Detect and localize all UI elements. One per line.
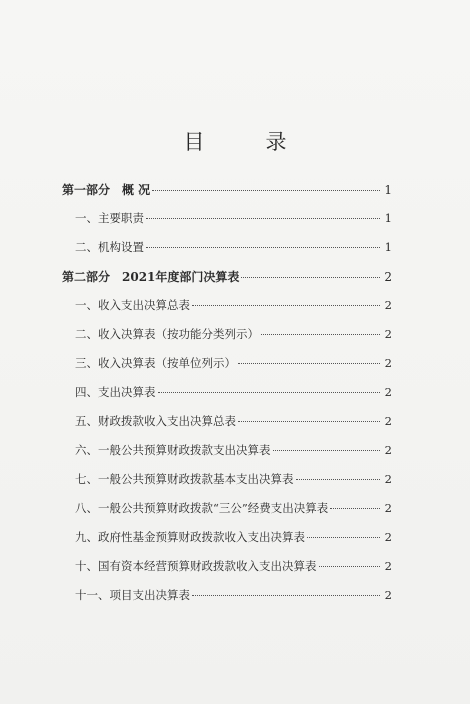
toc-entry-label: 二、收入决算表（按功能分类列示） — [75, 327, 259, 341]
dot-leader — [152, 190, 380, 191]
toc-entry-item — [62, 442, 392, 471]
toc-entry-label: 第一部分 概 况 — [62, 183, 151, 197]
dot-leader — [192, 595, 380, 596]
toc-page-number: 2 — [384, 501, 392, 515]
toc-page-number: 2 — [384, 270, 392, 284]
dot-leader — [319, 566, 381, 567]
toc-entry-label: 一、收入支出决算总表 — [75, 298, 190, 312]
toc-entry-label: 五、财政拨款收入支出决算总表 — [75, 414, 236, 428]
toc-entry-label: 十一、项目支出决算表 — [75, 588, 190, 602]
dot-leader — [261, 334, 380, 335]
toc-page-number: 2 — [384, 472, 392, 486]
toc-page-number: 1 — [384, 211, 392, 225]
toc-entry-item — [62, 471, 392, 500]
toc-entry-label: 七、一般公共预算财政拨款基本支出决算表 — [75, 472, 294, 486]
toc-entry-item — [62, 587, 392, 616]
toc-page-number: 2 — [384, 327, 392, 341]
toc-page-number: 2 — [384, 385, 392, 399]
toc-entry-part-1 — [62, 181, 392, 210]
toc-page-number: 2 — [384, 356, 392, 370]
toc-page-number: 2 — [384, 588, 392, 602]
toc-page-number: 2 — [384, 559, 392, 573]
toc-entry-label: 四、支出决算表 — [75, 385, 156, 399]
dot-leader — [238, 421, 380, 422]
toc-page-number: 2 — [384, 414, 392, 428]
dot-leader — [241, 277, 380, 278]
dot-leader — [158, 392, 381, 393]
toc-page-number: 2 — [384, 298, 392, 312]
dot-leader — [146, 218, 380, 219]
toc-entry-item — [62, 558, 392, 587]
toc-entry-label: 九、政府性基金预算财政拨款收入支出决算表 — [75, 530, 305, 544]
toc-entry-main-duties — [62, 210, 392, 239]
page-title: 目 录 — [183, 130, 307, 154]
toc-entry-label: 八、一般公共预算财政拨款“三公”经费支出决算表 — [75, 501, 329, 515]
dot-leader — [296, 479, 381, 480]
toc-entry-item — [62, 326, 392, 355]
toc-entry-label: 一、主要职责 — [75, 211, 144, 225]
dot-leader — [307, 537, 380, 538]
toc-entry-label: 三、收入决算表（按单位列示） — [75, 356, 236, 370]
toc-entry-item — [62, 529, 392, 558]
toc-entry-label: 二、机构设置 — [75, 240, 144, 254]
table-of-contents — [62, 181, 392, 616]
toc-page-number: 2 — [384, 530, 392, 544]
toc-entry-item — [62, 500, 392, 529]
dot-leader — [273, 450, 381, 451]
toc-page-number: 1 — [384, 183, 392, 197]
toc-page-number: 1 — [384, 240, 392, 254]
toc-entry-part-2 — [62, 268, 392, 297]
toc-entry-label: 第二部分 2021年度部门决算表 — [62, 270, 240, 284]
toc-entry-item — [62, 384, 392, 413]
toc-entry-label: 六、一般公共预算财政拨款支出决算表 — [75, 443, 271, 457]
toc-page-number: 2 — [384, 443, 392, 457]
toc-entry-org-setup — [62, 239, 392, 268]
toc-entry-item — [62, 297, 392, 326]
dot-leader — [330, 508, 380, 509]
toc-entry-item — [62, 413, 392, 442]
toc-entry-item — [62, 355, 392, 384]
dot-leader — [146, 247, 380, 248]
toc-entry-label: 十、国有资本经营预算财政拨款收入支出决算表 — [75, 559, 317, 573]
dot-leader — [238, 363, 380, 364]
dot-leader — [192, 305, 380, 306]
